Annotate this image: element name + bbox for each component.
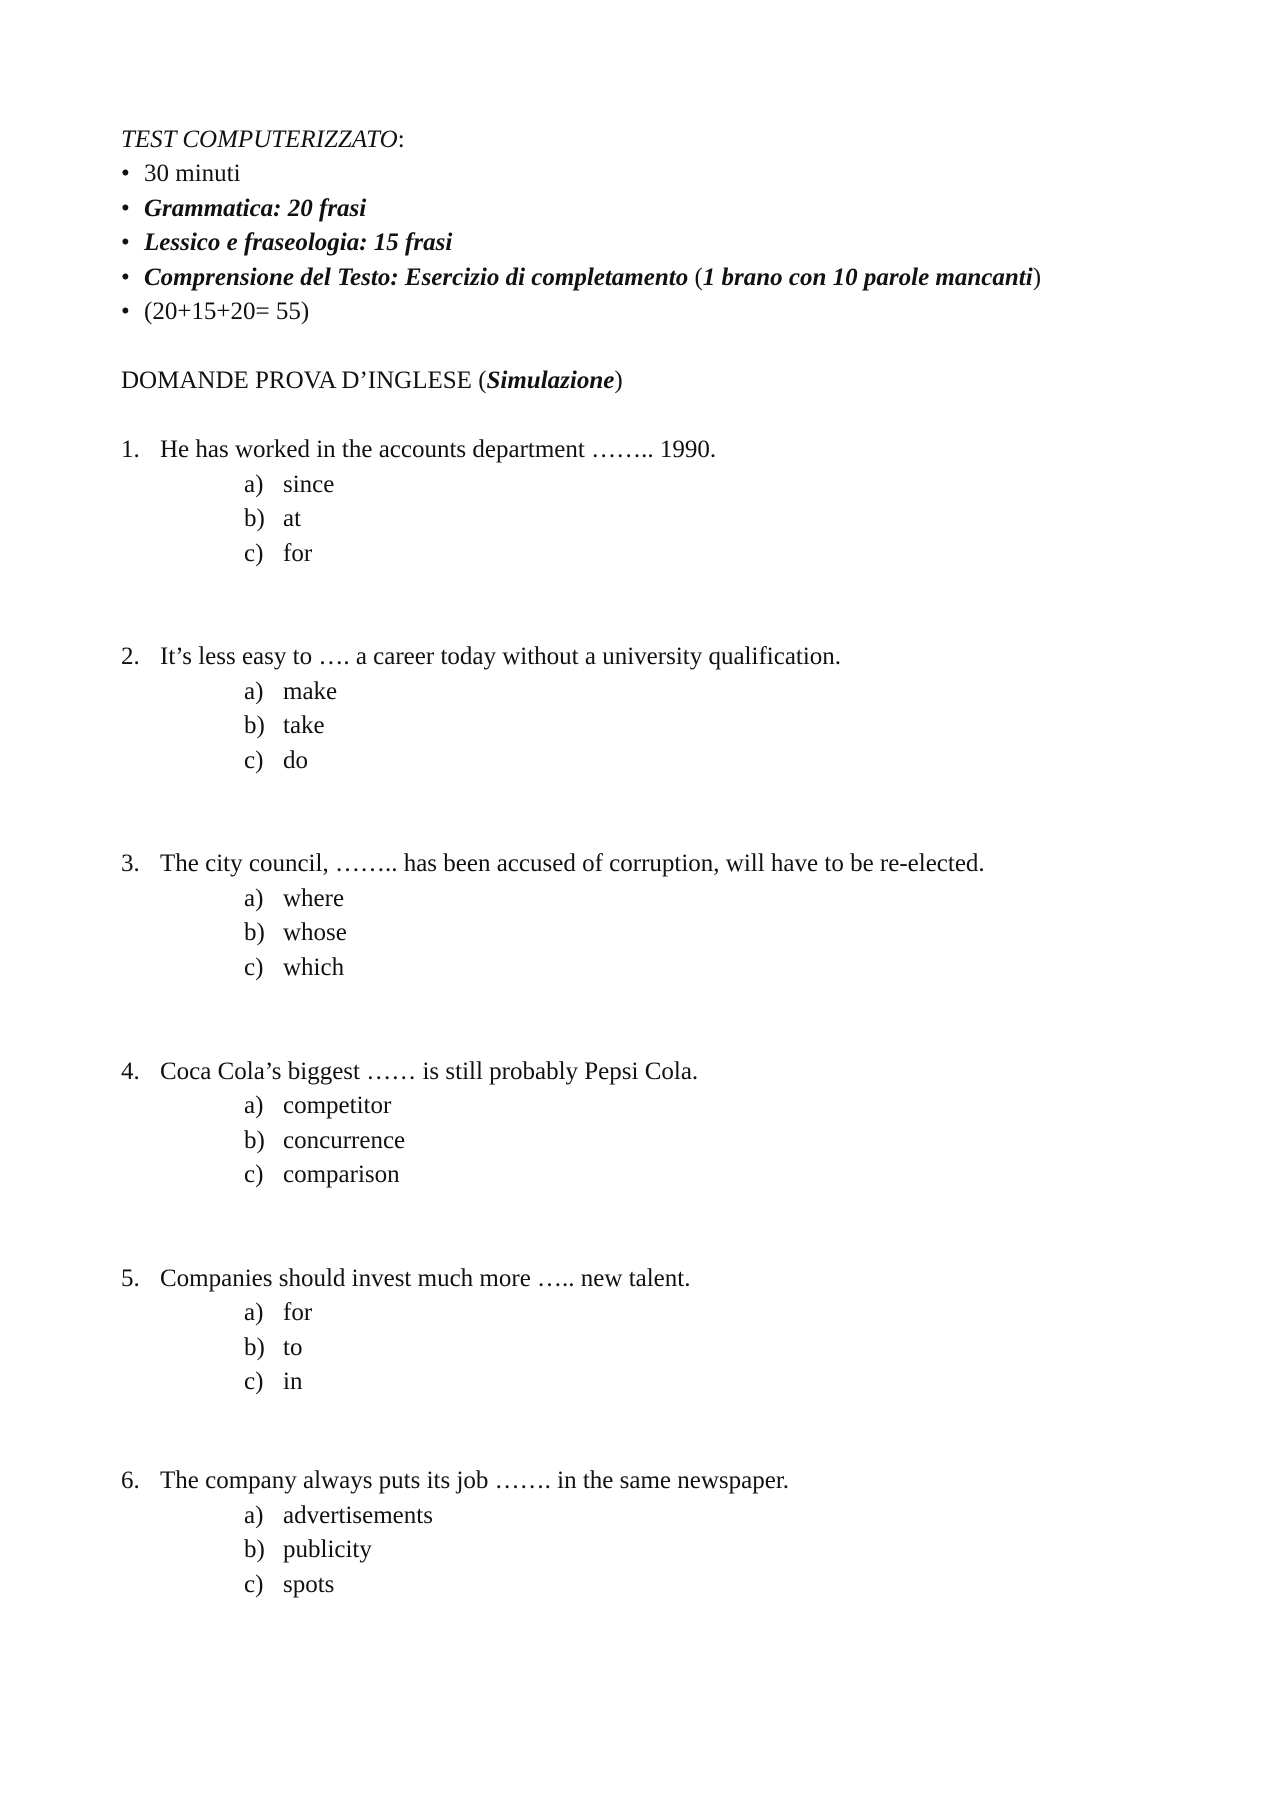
- option-text: to: [283, 1334, 303, 1361]
- option-2c: [244, 744, 308, 778]
- question-4: [121, 1055, 698, 1089]
- option-label: b): [244, 1127, 265, 1154]
- question-text: He has worked in the accounts department …….. 1990.: [160, 436, 717, 463]
- option-5a: [244, 1296, 312, 1330]
- option-label: a): [244, 678, 264, 705]
- option-5c: [244, 1365, 302, 1399]
- bullet-detail: 1 brano con 10 parole mancanti: [702, 264, 1033, 291]
- bullet-text: Comprensione del Testo: Esercizio di completamento: [144, 264, 689, 291]
- bullet-icon: •: [121, 229, 130, 256]
- bullet-icon: •: [121, 160, 130, 187]
- info-bullet-comprehension: [121, 261, 1041, 295]
- option-label: a): [244, 1092, 264, 1119]
- question-number: 4.: [121, 1058, 140, 1085]
- option-5b: [244, 1331, 302, 1365]
- option-6b: [244, 1533, 372, 1567]
- option-text: make: [283, 678, 338, 705]
- bullet-paren-close: ): [1032, 264, 1042, 291]
- option-text: competitor: [283, 1092, 392, 1119]
- option-4b: [244, 1124, 405, 1158]
- section-title-suffix: ): [614, 367, 623, 394]
- bullet-icon: •: [121, 298, 130, 325]
- option-label: a): [244, 1299, 264, 1326]
- option-6a: [244, 1499, 433, 1533]
- option-label: c): [244, 1368, 264, 1395]
- option-2a: [244, 675, 337, 709]
- option-text: where: [283, 885, 345, 912]
- option-label: b): [244, 505, 265, 532]
- option-2b: [244, 709, 325, 743]
- info-bullet-lexicon: [121, 226, 452, 260]
- question-text: The city council, …….. has been accused of corruption, will have to be re-elected.: [160, 850, 985, 877]
- question-5: [121, 1262, 690, 1296]
- question-number: 1.: [121, 436, 140, 463]
- option-text: for: [283, 540, 313, 567]
- question-text: The company always puts its job ……. in the same newspaper.: [160, 1467, 790, 1494]
- bullet-text: Grammatica: 20 frasi: [144, 195, 367, 222]
- option-text: for: [283, 1299, 313, 1326]
- question-2: [121, 640, 841, 674]
- option-text: spots: [283, 1571, 335, 1598]
- question-1: [121, 433, 716, 467]
- test-title: [121, 123, 405, 157]
- question-number: 2.: [121, 643, 140, 670]
- question-number: 6.: [121, 1467, 140, 1494]
- option-3a: [244, 882, 344, 916]
- info-bullet-total: [121, 295, 309, 329]
- bullet-icon: •: [121, 264, 130, 291]
- option-1b: [244, 502, 301, 536]
- option-text: whose: [283, 919, 347, 946]
- option-text: concurrence: [283, 1127, 406, 1154]
- option-label: c): [244, 1161, 264, 1188]
- bullet-paren-open: (: [688, 264, 703, 291]
- option-label: a): [244, 885, 264, 912]
- info-bullet-duration: [121, 157, 241, 191]
- option-text: in: [283, 1368, 303, 1395]
- question-text: Companies should invest much more ….. new talent.: [160, 1265, 691, 1292]
- option-4c: [244, 1158, 400, 1192]
- question-3: [121, 847, 985, 881]
- option-label: a): [244, 1502, 264, 1529]
- option-1a: [244, 468, 334, 502]
- question-6: [121, 1464, 789, 1498]
- question-text: Coca Cola’s biggest …… is still probably Pepsi Cola.: [160, 1058, 699, 1085]
- bullet-icon: •: [121, 195, 130, 222]
- question-text: It’s less easy to …. a career today without a university qualification.: [160, 643, 842, 670]
- option-3b: [244, 916, 347, 950]
- option-label: b): [244, 919, 265, 946]
- option-3c: [244, 951, 344, 985]
- option-label: a): [244, 471, 264, 498]
- option-text: publicity: [283, 1536, 372, 1563]
- option-text: comparison: [283, 1161, 400, 1188]
- option-label: c): [244, 540, 264, 567]
- option-text: do: [283, 747, 308, 774]
- option-4a: [244, 1089, 391, 1123]
- question-number: 5.: [121, 1265, 140, 1292]
- section-title-italic: Simulazione: [486, 367, 615, 394]
- question-number: 3.: [121, 850, 140, 877]
- test-title-text: TEST COMPUTERIZZATO: [121, 126, 398, 153]
- section-title-prefix: DOMANDE PROVA D’INGLESE (: [121, 367, 487, 394]
- option-label: c): [244, 747, 264, 774]
- option-text: take: [283, 712, 325, 739]
- option-6c: [244, 1568, 334, 1602]
- option-text: since: [283, 471, 335, 498]
- option-label: b): [244, 1536, 265, 1563]
- test-title-colon: :: [397, 126, 405, 153]
- option-label: c): [244, 954, 264, 981]
- bullet-text: Lessico e fraseologia: 15 frasi: [144, 229, 453, 256]
- option-label: b): [244, 1334, 265, 1361]
- bullet-text: (20+15+20= 55): [144, 298, 310, 325]
- bullet-text: 30 minuti: [144, 160, 241, 187]
- info-bullet-grammar: [121, 192, 366, 226]
- option-text: at: [283, 505, 302, 532]
- section-title: [121, 364, 623, 398]
- option-label: c): [244, 1571, 264, 1598]
- option-text: advertisements: [283, 1502, 433, 1529]
- option-text: which: [283, 954, 345, 981]
- option-label: b): [244, 712, 265, 739]
- option-1c: [244, 537, 312, 571]
